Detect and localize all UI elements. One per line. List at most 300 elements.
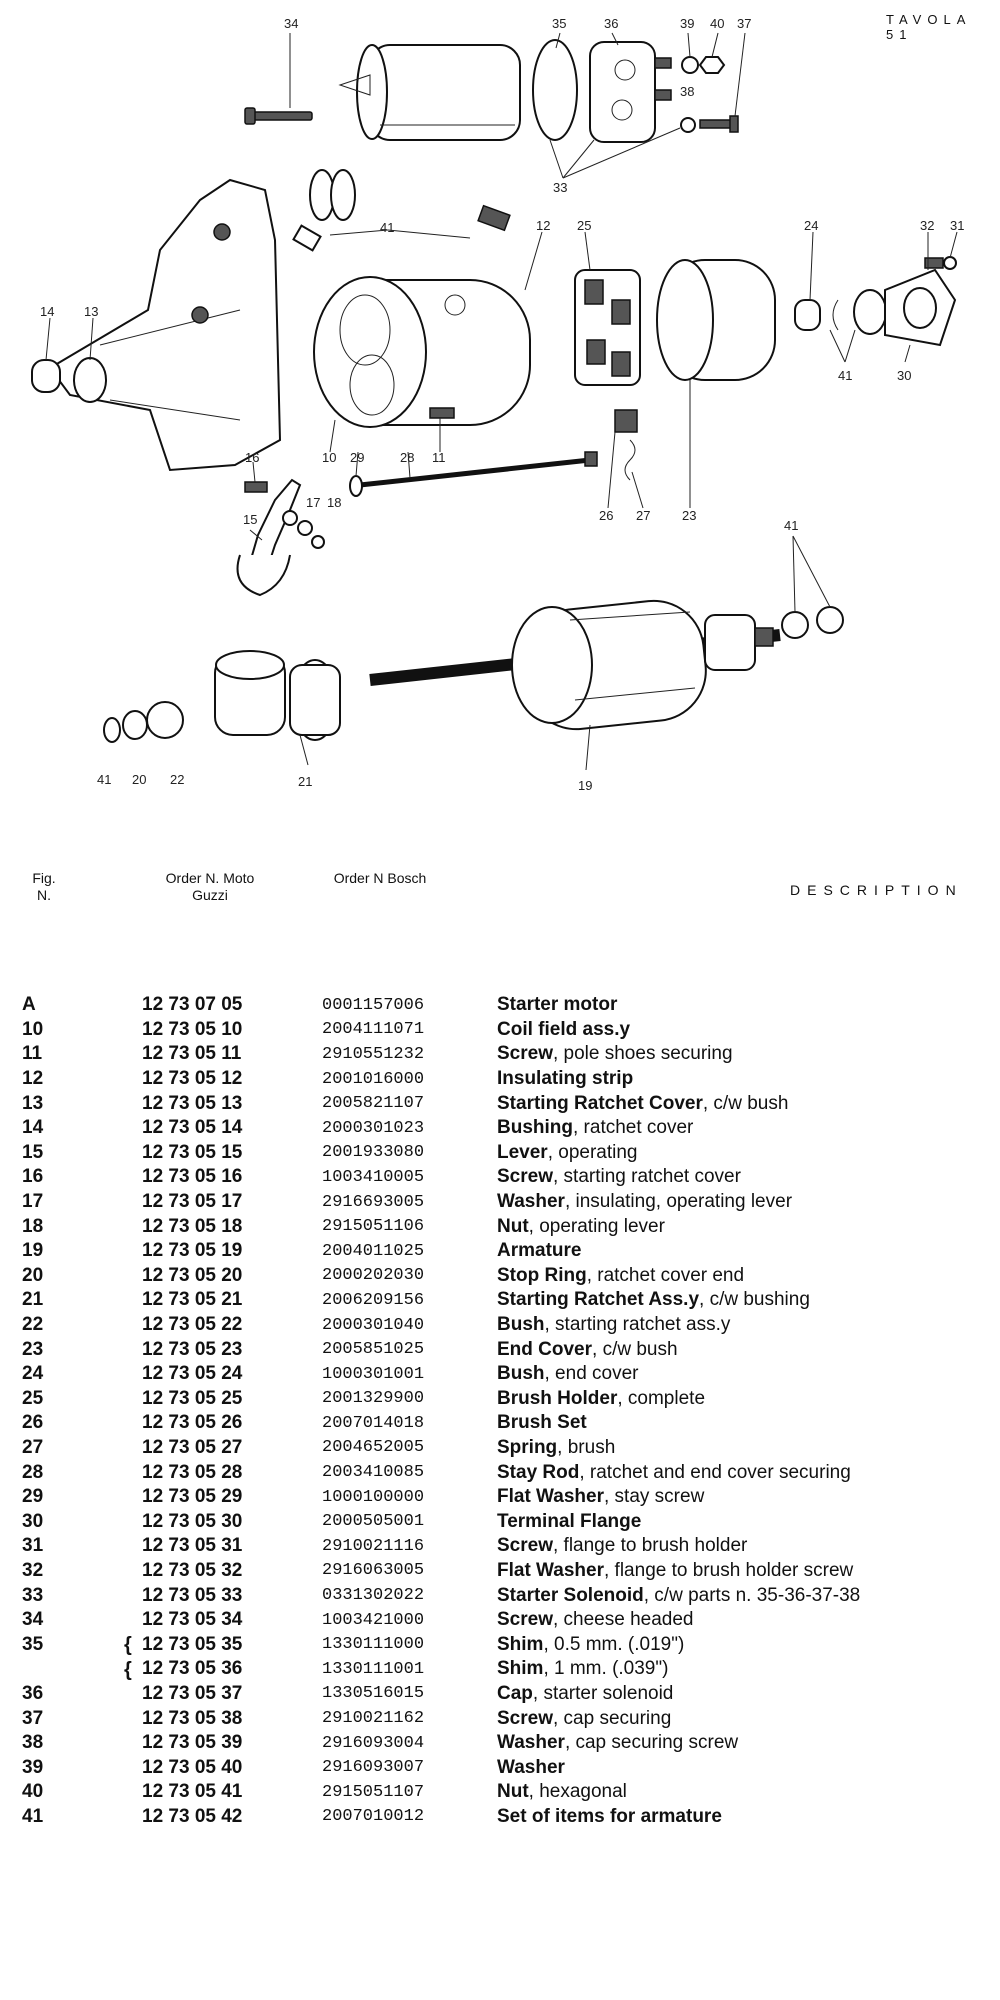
table-row: [22, 1042, 997, 1067]
callout-label: 35: [552, 16, 567, 31]
fig-number-cell-text: 37: [22, 1707, 44, 1729]
fig-number-cell-text: 29: [22, 1486, 44, 1508]
order-moto-guzzi-cell: [124, 1632, 322, 1657]
group-brace: {: [124, 1634, 132, 1657]
callout-label: 40: [710, 16, 725, 31]
callout-label: 16: [245, 450, 260, 465]
table-row: [22, 1608, 997, 1633]
callout-label: 20: [132, 772, 147, 787]
fig-number-cell-text: 25: [22, 1387, 44, 1409]
part-detail: , ratchet cover: [573, 1117, 694, 1139]
order-moto-guzzi-cell: [142, 1116, 322, 1141]
table-row: [22, 1214, 997, 1239]
order-moto-guzzi-cell: [142, 1534, 322, 1559]
fig-number-cell-text: 11: [22, 1043, 43, 1065]
description-cell: [497, 1337, 997, 1362]
part-detail: , cap securing: [552, 1707, 672, 1729]
part-name: Stay Rod: [497, 1461, 580, 1483]
part-name: Starter Solenoid: [497, 1584, 644, 1606]
callout-label: 30: [897, 368, 912, 383]
fig-number-cell: [22, 1362, 142, 1387]
order-bosch-cell-text: 2000301023: [322, 1118, 425, 1138]
description-cell: [497, 1583, 997, 1608]
part-detail: , c/w bushing: [699, 1289, 810, 1311]
order-bosch-cell: [322, 1460, 497, 1485]
order-bosch-cell: [322, 1239, 497, 1264]
fig-number-cell: [22, 1141, 142, 1166]
order-bosch-cell: [322, 1362, 497, 1387]
description-cell: [497, 1313, 997, 1338]
fig-number-cell: [22, 1534, 142, 1559]
part-name: Flat Washer: [497, 1559, 604, 1581]
part-detail: , hexagonal: [528, 1781, 627, 1803]
table-row: [22, 1288, 997, 1313]
part-name: Shim: [497, 1633, 544, 1655]
fig-number-cell-text: 33: [22, 1584, 44, 1606]
page-title: TAVOLA 51: [886, 12, 971, 42]
order-moto-guzzi-cell: [142, 1608, 322, 1633]
fig-number-cell-text: 30: [22, 1510, 44, 1532]
description-cell: [497, 1411, 997, 1436]
description-cell: [497, 1608, 997, 1633]
fig-number-cell: [22, 1460, 142, 1485]
order-bosch-cell-text: 2000301040: [322, 1315, 425, 1335]
part-name: Washer: [497, 1732, 565, 1754]
fig-number-cell-text: 13: [22, 1092, 44, 1114]
description-cell: [497, 1116, 997, 1141]
callout-label: 34: [284, 16, 299, 31]
callout-label: 36: [604, 16, 619, 31]
callout-label: 41: [838, 368, 853, 383]
fig-number-cell: [22, 1509, 142, 1534]
description-cell: [497, 1731, 997, 1756]
order-moto-guzzi-cell: [142, 1190, 322, 1215]
screw-31-drawing: [925, 257, 956, 269]
order-moto-guzzi-cell: [142, 1264, 322, 1289]
order-moto-guzzi-cell: [142, 1042, 322, 1067]
table-row: [22, 1067, 997, 1092]
order-moto-guzzi-cell: [124, 1657, 322, 1682]
part-name: Lever: [497, 1141, 548, 1163]
fig-number-cell: [22, 1485, 142, 1510]
order-moto-guzzi-cell-text: 12 73 05 34: [142, 1609, 243, 1631]
order-moto-guzzi-cell: [142, 1755, 322, 1780]
callout-label: 17: [306, 495, 321, 510]
callout-label: 19: [578, 778, 593, 793]
part-detail: , operating lever: [528, 1215, 665, 1237]
order-bosch-cell-text: 1330111001: [322, 1659, 425, 1679]
table-row: [22, 1165, 997, 1190]
armature-drawing: [370, 596, 780, 734]
fig-number-cell: [22, 1559, 142, 1584]
header-order-bosch: Order N Bosch: [333, 870, 427, 886]
part-name: Bush: [497, 1363, 545, 1385]
part-name: Coil field ass.y: [497, 1018, 631, 1040]
table-row: [22, 1411, 997, 1436]
order-moto-guzzi-cell-text: 12 73 05 41: [142, 1781, 243, 1803]
nut-40-drawing: [700, 57, 724, 73]
part-detail: , c/w bush: [592, 1338, 678, 1360]
description-cell: [497, 1534, 997, 1559]
order-moto-guzzi-cell-text: 12 73 05 31: [142, 1535, 243, 1557]
fig-number-cell-text: 34: [22, 1609, 44, 1631]
order-bosch-cell: [322, 1682, 497, 1707]
order-bosch-cell: [322, 1485, 497, 1510]
callout-label: 41: [784, 518, 799, 533]
part-detail: , starting ratchet cover: [552, 1166, 741, 1188]
fig-number-cell: [22, 1706, 142, 1731]
description-cell: [497, 1682, 997, 1707]
screw-37-drawing: [700, 116, 738, 132]
bushing-14-drawing: [32, 360, 60, 392]
order-bosch-cell-text: 1003421000: [322, 1610, 425, 1630]
callout-label: 13: [84, 304, 99, 319]
order-bosch-cell: [322, 1042, 497, 1067]
description-cell: [497, 1706, 997, 1731]
description-cell: [497, 1141, 997, 1166]
table-row: [22, 1682, 997, 1707]
fig-number-cell: [22, 1116, 142, 1141]
order-bosch-cell-text: 2916063005: [322, 1561, 425, 1581]
order-moto-guzzi-cell-text: 12 73 05 36: [142, 1658, 243, 1680]
order-bosch-cell: [322, 1387, 497, 1412]
table-row: [22, 1141, 997, 1166]
fig-number-cell: [22, 993, 142, 1018]
callout-label: 41: [97, 772, 112, 787]
table-row: [22, 1091, 997, 1116]
fig-number-cell-text: 36: [22, 1682, 44, 1704]
table-row: [22, 1509, 997, 1534]
fig-number-cell: [22, 1411, 142, 1436]
washer-39-drawing: [682, 57, 698, 73]
fig-number-cell: [22, 1067, 142, 1092]
order-moto-guzzi-cell-text: 12 73 05 18: [142, 1215, 243, 1237]
fig-number-cell: [22, 1436, 142, 1461]
order-bosch-cell: [322, 1190, 497, 1215]
table-row: [22, 1755, 997, 1780]
callout-label: 11: [432, 450, 446, 465]
fig-number-cell-text: 23: [22, 1338, 44, 1360]
order-bosch-cell-text: 1330516015: [322, 1684, 425, 1704]
washer-38-drawing: [681, 118, 695, 132]
fig-number-cell-text: 15: [22, 1141, 44, 1163]
part-name: Screw: [497, 1535, 553, 1557]
table-row: [22, 1387, 997, 1412]
order-bosch-cell: [322, 1018, 497, 1043]
part-detail: , cheese headed: [552, 1609, 694, 1631]
part-name: Starting Ratchet Cover: [497, 1092, 703, 1114]
part-name: Armature: [497, 1240, 582, 1262]
fig-number-cell: [22, 1731, 142, 1756]
part-name: Bush: [497, 1314, 545, 1336]
callout-label: 18: [327, 495, 342, 510]
bush-24-drawing: [795, 300, 820, 330]
part-name: Insulating strip: [497, 1068, 634, 1090]
order-moto-guzzi-cell-text: 12 73 05 37: [142, 1682, 243, 1704]
screw-34-drawing: [245, 108, 312, 124]
fig-number-cell: [22, 1608, 142, 1633]
table-row: [22, 1485, 997, 1510]
order-moto-guzzi-cell: [142, 1559, 322, 1584]
description-cell: [497, 1018, 997, 1043]
part-name: Starter motor: [497, 994, 618, 1016]
armature-washer-1: [782, 612, 808, 638]
fig-number-cell: [22, 1091, 142, 1116]
fig-number-cell-text: 21: [22, 1289, 44, 1311]
stop-ring-20-drawing: [123, 711, 147, 739]
order-moto-guzzi-cell: [142, 1387, 322, 1412]
table-row: [22, 1313, 997, 1338]
table-row: [22, 1337, 997, 1362]
table-row: [22, 1239, 997, 1264]
callout-label: 37: [737, 16, 752, 31]
fig-number-cell: [22, 1239, 142, 1264]
order-moto-guzzi-cell: [142, 1509, 322, 1534]
order-moto-guzzi-cell: [142, 1165, 322, 1190]
callout-label: 32: [920, 218, 935, 233]
description-cell: [497, 1091, 997, 1116]
end-cover-drawing: [657, 260, 775, 380]
order-bosch-cell-text: 2910021162: [322, 1709, 425, 1729]
part-detail: , 0.5 mm. (.019"): [543, 1633, 685, 1655]
brush-set-drawing: [615, 410, 637, 432]
order-bosch-cell: [322, 993, 497, 1018]
fig-number-cell-text: A: [22, 994, 36, 1016]
order-moto-guzzi-cell: [142, 1460, 322, 1485]
order-moto-guzzi-cell-text: 12 73 05 13: [142, 1092, 243, 1114]
fig-number-cell: [22, 1337, 142, 1362]
order-bosch-cell-text: 2004111071: [322, 1020, 425, 1040]
fig-number-cell-text: 40: [22, 1781, 44, 1803]
part-name: Screw: [497, 1166, 553, 1188]
fig-number-cell-text: 14: [22, 1117, 44, 1139]
parts-list-table: [22, 993, 997, 1829]
order-moto-guzzi-cell: [142, 1239, 322, 1264]
starting-ratchet-drawing: [215, 651, 340, 740]
order-bosch-cell: [322, 1141, 497, 1166]
description-cell: [497, 1657, 997, 1682]
order-moto-guzzi-cell-text: 12 73 05 28: [142, 1461, 243, 1483]
order-bosch-cell-text: 2001933080: [322, 1143, 425, 1163]
order-bosch-cell: [322, 1116, 497, 1141]
part-name: Cap: [497, 1682, 533, 1704]
table-row: [22, 1632, 997, 1657]
order-moto-guzzi-cell: [142, 1288, 322, 1313]
group-brace: {: [124, 1659, 132, 1682]
description-cell: [497, 1264, 997, 1289]
order-bosch-cell: [322, 1436, 497, 1461]
order-bosch-cell: [322, 1264, 497, 1289]
order-bosch-cell-text: 0001157006: [322, 995, 425, 1015]
fig-number-cell: [22, 1190, 142, 1215]
table-row: [22, 1805, 997, 1830]
fig-number-cell-text: 35: [22, 1633, 44, 1655]
callout-label: 15: [243, 512, 258, 527]
fig-number-cell-text: 12: [22, 1068, 44, 1090]
armature-washer-2: [817, 607, 843, 633]
order-moto-guzzi-cell-text: 12 73 05 11: [142, 1043, 242, 1065]
fig-number-cell-text: 39: [22, 1756, 44, 1778]
order-bosch-cell-text: 2916093004: [322, 1733, 425, 1753]
description-cell: [497, 1239, 997, 1264]
fig-number-cell-text: 41: [22, 1805, 44, 1827]
order-moto-guzzi-cell-text: 12 73 05 40: [142, 1756, 243, 1778]
fig-number-cell: [22, 1214, 142, 1239]
part-detail: , complete: [617, 1387, 706, 1409]
fig-number-cell-text: 24: [22, 1363, 44, 1385]
callout-label: 12: [536, 218, 551, 233]
order-moto-guzzi-cell-text: 12 73 05 39: [142, 1732, 243, 1754]
order-moto-guzzi-cell-text: 12 73 05 24: [142, 1363, 243, 1385]
fig-number-cell: [22, 1805, 142, 1830]
order-bosch-cell-text: 2006209156: [322, 1290, 425, 1310]
order-moto-guzzi-cell-text: 12 73 05 38: [142, 1707, 243, 1729]
order-moto-guzzi-cell-text: 12 73 05 14: [142, 1117, 243, 1139]
order-bosch-cell-text: 1003410005: [322, 1167, 425, 1187]
order-moto-guzzi-cell-text: 12 73 05 32: [142, 1559, 243, 1581]
coil-field-drawing: [314, 206, 530, 427]
order-bosch-cell: [322, 1288, 497, 1313]
order-moto-guzzi-cell-text: 12 73 05 21: [142, 1289, 243, 1311]
description-cell: [497, 1362, 997, 1387]
part-name: Set of items for armature: [497, 1805, 722, 1827]
order-bosch-cell-text: 2004652005: [322, 1438, 425, 1458]
order-moto-guzzi-cell: [142, 1731, 322, 1756]
order-bosch-cell-text: 2001016000: [322, 1069, 425, 1089]
callout-label: 41: [380, 220, 395, 235]
table-row: [22, 1731, 997, 1756]
order-bosch-cell: [322, 1067, 497, 1092]
description-cell: [497, 1067, 997, 1092]
order-moto-guzzi-cell: [142, 1141, 322, 1166]
order-moto-guzzi-cell: [142, 1583, 322, 1608]
order-moto-guzzi-cell-text: 12 73 05 10: [142, 1018, 243, 1040]
part-detail: , ratchet cover end: [586, 1264, 745, 1286]
order-moto-guzzi-cell-text: 12 73 05 16: [142, 1166, 243, 1188]
order-bosch-cell: [322, 1214, 497, 1239]
solenoid-cap-drawing: [590, 42, 671, 142]
order-bosch-cell-text: 2003410085: [322, 1463, 425, 1483]
order-bosch-cell-text: 2005821107: [322, 1094, 425, 1114]
fig-number-cell: [22, 1583, 142, 1608]
part-name: Flat Washer: [497, 1486, 604, 1508]
table-row: [22, 1362, 997, 1387]
order-bosch-cell-text: 2915051107: [322, 1782, 425, 1802]
fig-number-cell-text: 38: [22, 1732, 44, 1754]
order-moto-guzzi-cell-text: 12 73 05 42: [142, 1805, 243, 1827]
bush-22-drawing: [147, 702, 183, 738]
header-description: DESCRIPTION: [790, 882, 963, 898]
starting-ratchet-cover-drawing: [50, 180, 280, 470]
spring-drawing: [625, 440, 635, 480]
fig-number-cell-text: 31: [22, 1535, 44, 1557]
stop-ring-drawing: [833, 300, 838, 330]
order-bosch-cell-text: 2910021116: [322, 1536, 425, 1556]
part-name: Spring: [497, 1436, 558, 1458]
order-bosch-cell-text: 2910551232: [322, 1044, 425, 1064]
fig-number-cell-text: 10: [22, 1018, 44, 1040]
part-detail: , flange to brush holder screw: [604, 1559, 854, 1581]
part-name: Brush Set: [497, 1412, 587, 1434]
order-moto-guzzi-cell-text: 12 73 05 29: [142, 1486, 243, 1508]
fig-number-cell-text: 28: [22, 1461, 44, 1483]
order-bosch-cell: [322, 1534, 497, 1559]
description-cell: [497, 1509, 997, 1534]
part-detail: , operating: [547, 1141, 638, 1163]
order-moto-guzzi-cell-text: 12 73 07 05: [142, 994, 243, 1016]
order-bosch-cell: [322, 1608, 497, 1633]
part-name: End Cover: [497, 1338, 593, 1360]
fig-number-cell: [22, 1264, 142, 1289]
part-detail: , ratchet and end cover securing: [579, 1461, 851, 1483]
order-moto-guzzi-cell-text: 12 73 05 19: [142, 1240, 243, 1262]
terminal-flange-drawing: [885, 270, 955, 345]
order-bosch-cell: [322, 1632, 497, 1657]
callout-label: 25: [577, 218, 592, 233]
order-moto-guzzi-cell: [142, 1411, 322, 1436]
order-bosch-cell-text: 2916093007: [322, 1758, 425, 1778]
order-bosch-cell: [322, 1805, 497, 1830]
description-cell: [497, 1460, 997, 1485]
order-bosch-cell-text: 1330111000: [322, 1635, 425, 1655]
fig-number-cell: [22, 1780, 142, 1805]
fig-number-cell-text: 20: [22, 1264, 44, 1286]
table-row: [22, 1018, 997, 1043]
order-bosch-cell-text: 1000100000: [322, 1487, 425, 1507]
part-name: Nut: [497, 1781, 529, 1803]
part-detail: , brush: [557, 1436, 616, 1458]
part-detail: , insulating, operating lever: [564, 1191, 793, 1213]
description-cell: [497, 1436, 997, 1461]
callout-label: 23: [682, 508, 697, 523]
order-bosch-cell: [322, 1337, 497, 1362]
order-bosch-cell-text: 2001329900: [322, 1389, 425, 1409]
part-name: Brush Holder: [497, 1387, 618, 1409]
order-bosch-cell: [322, 1731, 497, 1756]
table-row: [22, 1559, 997, 1584]
shim-ring-drawing: [533, 40, 577, 140]
callout-label: 24: [804, 218, 819, 233]
part-name: Starting Ratchet Ass.y: [497, 1289, 700, 1311]
fig-number-cell: [22, 1755, 142, 1780]
table-row: [22, 993, 997, 1018]
order-bosch-cell-text: 2000505001: [322, 1512, 425, 1532]
table-row: [22, 1460, 997, 1485]
callout-label: 26: [599, 508, 614, 523]
table-row: [22, 1436, 997, 1461]
callout-label: 28: [400, 450, 415, 465]
order-bosch-cell-text: 2005851025: [322, 1340, 425, 1360]
order-bosch-cell-text: 1000301001: [322, 1364, 425, 1384]
callout-label: 33: [553, 180, 568, 195]
part-name: Washer: [497, 1756, 565, 1778]
part-name: Terminal Flange: [497, 1510, 642, 1532]
description-cell: [497, 993, 997, 1018]
fig-number-cell: [22, 1288, 142, 1313]
callout-label: 39: [680, 16, 695, 31]
description-cell: [497, 1288, 997, 1313]
order-moto-guzzi-cell: [142, 1682, 322, 1707]
order-bosch-cell: [322, 1706, 497, 1731]
order-moto-guzzi-cell-text: 12 73 05 30: [142, 1510, 243, 1532]
description-cell: [497, 1042, 997, 1067]
fig-number-cell-text: 22: [22, 1314, 44, 1336]
callout-label: 31: [950, 218, 965, 233]
header-order-moto-guzzi: Order N. Moto Guzzi: [165, 870, 255, 903]
order-moto-guzzi-cell: [142, 993, 322, 1018]
part-name: Screw: [497, 1609, 553, 1631]
table-row: [22, 1190, 997, 1215]
